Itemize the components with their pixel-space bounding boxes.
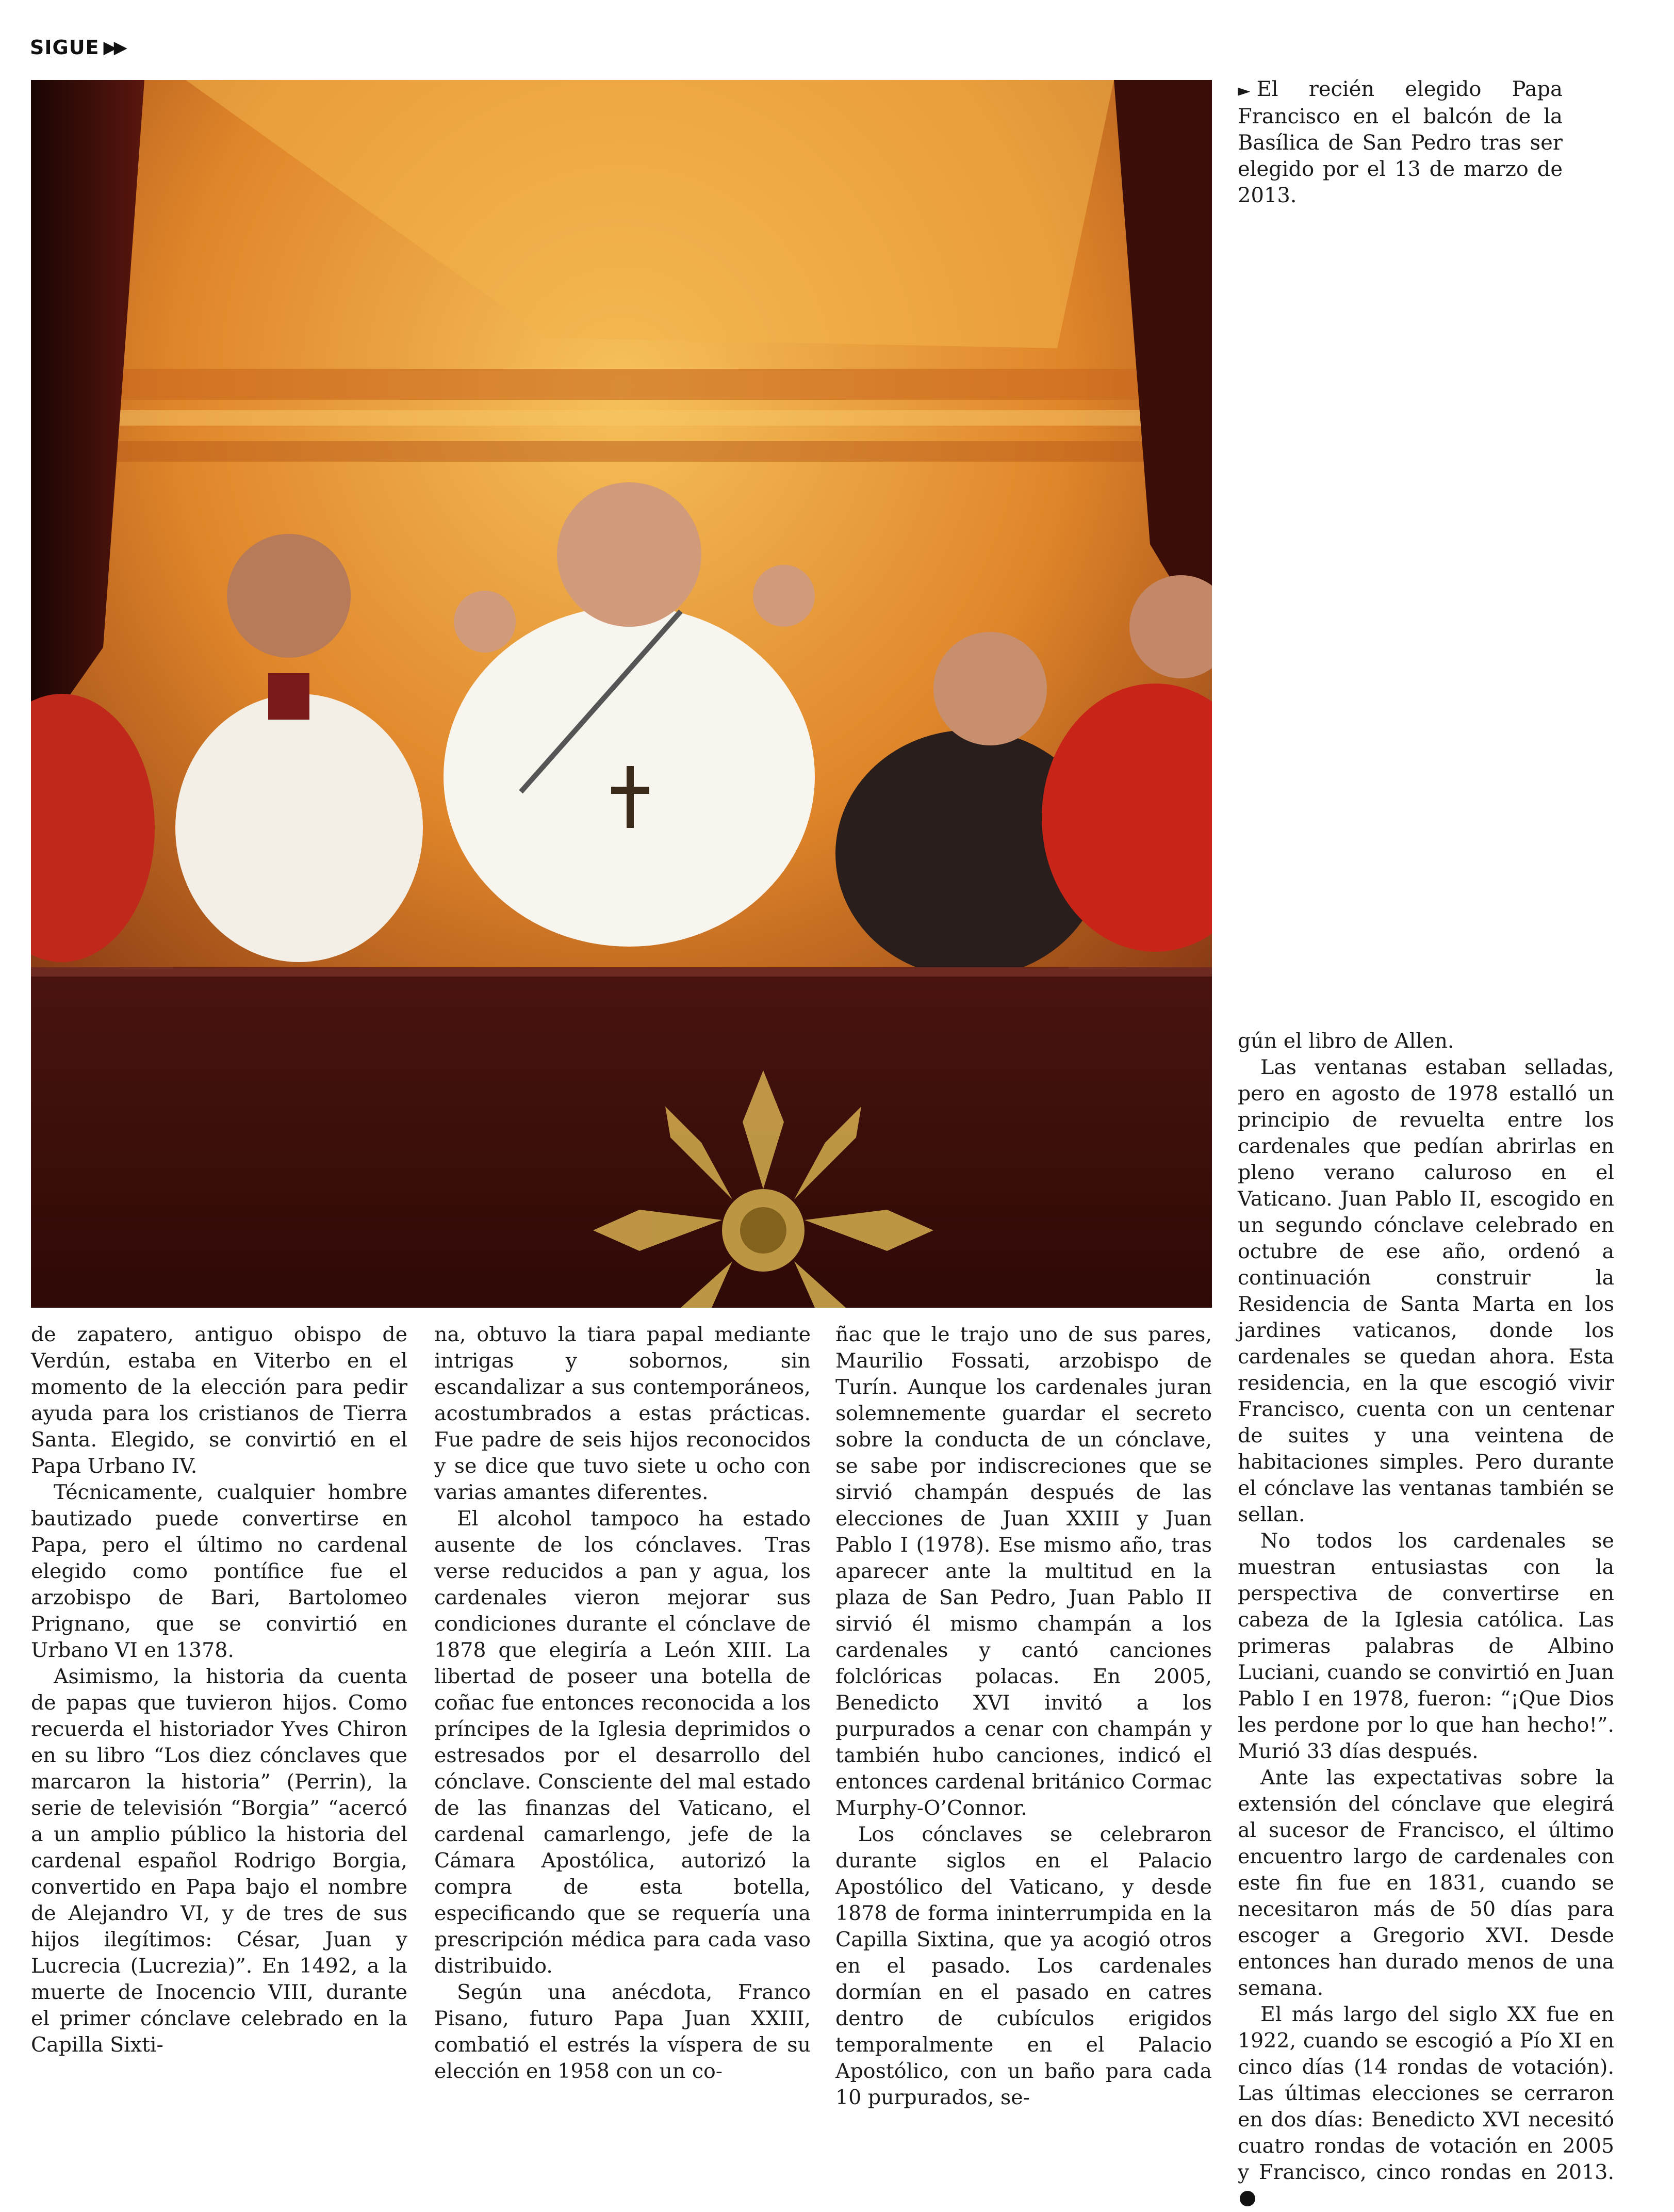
- paragraph: gún el libro de Allen.: [1238, 1029, 1454, 1053]
- paragraph: Las ventanas estaban selladas, pero en agosto de 1978 estalló un principio de revuelta entre los cardenales que pedían abrirlas en pleno verano caluroso en el Vaticano. Juan Pablo II, escogido en un segundo cónclave celebrado en octubre de ese año, ordenó a continuación construir la Residencia de Santa Marta en los jardines vaticanos, donde los cardenales se quedan ahora. Esta residencia, en la que escogió vivir Francisco, cuenta con un centenar de suites y una veintena de habitaciones simples. Pero durante el cónclave las ventanas también se sellan.: [1238, 1055, 1614, 1526]
- paragraph: El alcohol tampoco ha estado ausente de los cónclaves. Tras verse reducidos a pan y agua, los cardenales vieron mejorar sus condiciones durante el cónclave de 1878 que elegiría a León XIII. La libertad de poseer una botella de coñac fue entonces reconocida a los príncipes de la Iglesia deprimidos o estresados por el desarrollo del cónclave. Consciente del mal estado de las finanzas del Vaticano, el cardenal camarlengo, jefe de la Cámara Apostólica, autorizó la compra de esta botella, especificando que se requería una prescripción médica para cada vaso distribuido.: [434, 1507, 811, 1978]
- article-column-4: [1238, 1028, 1614, 2212]
- end-of-article-icon: [1240, 2191, 1255, 2206]
- caption-triangle-icon: ►: [1238, 80, 1251, 100]
- paragraph: Los cónclaves se celebraron durante siglos en el Palacio Apostólico del Vaticano, y desde 1878 de forma ininterrumpida en la Capilla Sixtina, que ya acogió otros en el pasado. Los cardenales dormían en el pasado en catres dentro de cubículos erigidos temporalmente en el Palacio Apostólico, con un baño para cada 10 purpurados, se-: [835, 1823, 1212, 2109]
- caption-text: El recién elegido Papa Francisco en el balcón de la Basílica de San Pedro tras ser elegido por el 13 de marzo de 2013.: [1238, 77, 1563, 207]
- article-column-1: [31, 1322, 407, 2058]
- balcony-scene-illustration: [31, 80, 1212, 1308]
- photo-caption: [1238, 76, 1563, 209]
- paragraph: Ante las expectativas sobre la extensión del cónclave que elegirá al sucesor de Francisco, el último encuentro largo de cardenales con este fin fue en 1831, cuando se necesitaron más de 50 días para escoger a Gregorio XVI. Desde entonces han durado menos de una semana.: [1238, 1766, 1614, 2000]
- paragraph: Según una anécdota, Franco Pisano, futuro Papa Juan XXIII, combatió el estrés la víspera de su elección en 1958 con un co-: [434, 1980, 811, 2083]
- paragraph-text: El más largo del siglo XX fue en 1922, cuando se escogió a Pío XI en cinco días (14 rondas de votación). Las últimas elecciones se cerraron en dos días: Benedicto XVI necesitó cuatro rondas de votación en 2005 y Francisco, cinco rondas en 2013.: [1238, 2003, 1614, 2184]
- paragraph: na, obtuvo la tiara papal mediante intrigas y sobornos, sin escandalizar a sus contemporáneos, acostumbrados a estas prácticas. Fue padre de seis hijos reconocidos y se dice que tuvo siete u ocho con varias amantes diferentes.: [434, 1323, 811, 1504]
- double-arrow-icon: ▶▶: [103, 37, 124, 58]
- continue-marker: [30, 32, 124, 63]
- article-column-2: [434, 1322, 811, 2085]
- paragraph: No todos los cardenales se muestran entusiastas con la perspectiva de convertirse en cabeza de la Iglesia católica. Las primeras palabras de Albino Luciani, cuando se convirtió en Juan Pablo I en 1978, fueron: “¡Que Dios les perdone por lo que han hecho!”. Murió 33 días después.: [1238, 1529, 1614, 1763]
- last-paragraph: [1238, 2002, 1614, 2212]
- article-column-3: [835, 1322, 1212, 2111]
- paragraph: ñac que le trajo uno de sus pares, Maurilio Fossati, arzobispo de Turín. Aunque los cardenales juran solemnemente guardar el secreto sobre la conducta de un cónclave, se sabe por indiscreciones que se sirvió champán después de las elecciones de Juan XXIII y Juan Pablo I (1978). Ese mismo año, tras aparecer ante la multitud en la plaza de San Pedro, Juan Pablo II sirvió él mismo champán a los cardenales y cantó canciones folclóricas polacas. En 2005, Benedicto XVI invitó a los purpurados a cenar con champán y también hubo canciones, indicó el entonces cardenal británico Cormac Murphy-O’Connor.: [835, 1323, 1212, 1820]
- continue-label: SIGUE: [30, 36, 100, 59]
- paragraph: Asimismo, la historia da cuenta de papas que tuvieron hijos. Como recuerda el historiador Yves Chiron en su libro “Los diez cónclaves que marcaron la historia” (Perrin), la serie de televisión “Borgia” “acercó a un amplio público la historia del cardenal español Rodrigo Borgia, convertido en Papa bajo el nombre de Alejandro VI, y de tres de sus hijos ilegítimos: César, Juan y Lucrecia (Lucrezia)”. En 1492, a la muerte de Inocencio VIII, durante el primer cónclave celebrado en la Capilla Sixti-: [31, 1665, 407, 2057]
- paragraph: de zapatero, antiguo obispo de Verdún, estaba en Viterbo en el momento de la elección para pedir ayuda para los cristianos de Tierra Santa. Elegido, se convirtió en el Papa Urbano IV.: [31, 1323, 407, 1478]
- paragraph: Técnicamente, cualquier hombre bautizado puede convertirse en Papa, pero el último no cardenal elegido como pontífice fue el arzobispo de Bari, Bartolomeo Prignano, que se convirtió en Urbano VI en 1378.: [31, 1481, 407, 1662]
- lead-photo: [31, 80, 1212, 1308]
